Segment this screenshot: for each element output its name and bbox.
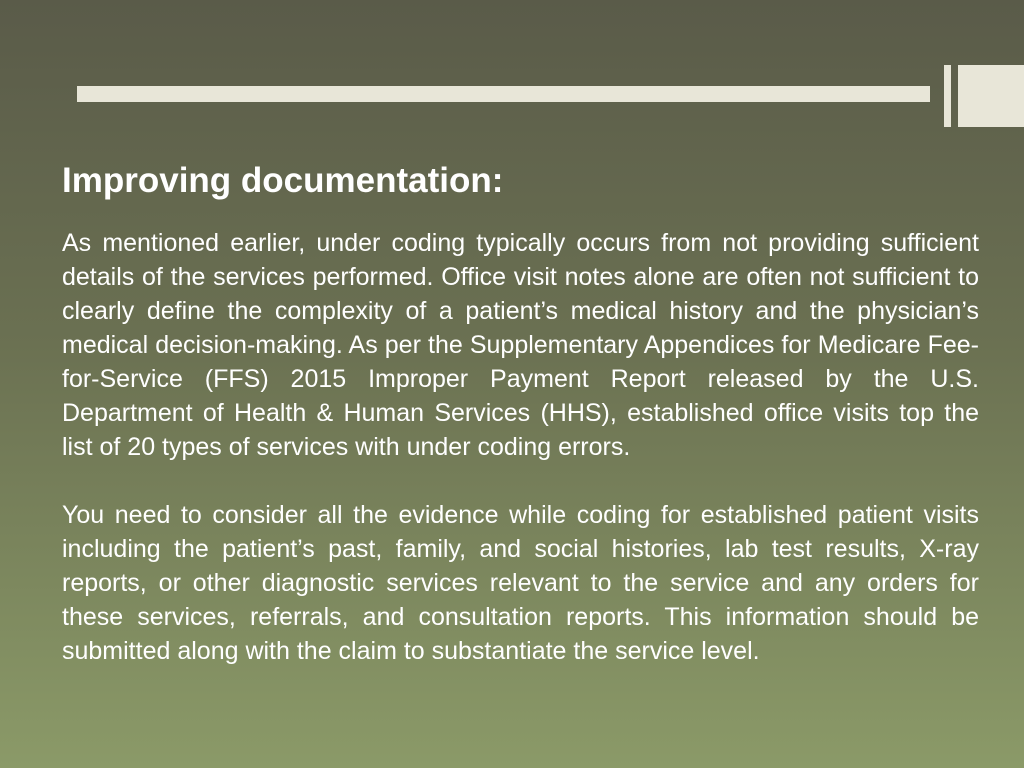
decorative-horizontal-bar bbox=[77, 86, 930, 102]
slide-title: Improving documentation: bbox=[62, 161, 504, 200]
decorative-vertical-bar-thin bbox=[944, 65, 951, 127]
slide-content bbox=[62, 160, 979, 702]
paragraph-2: You need to consider all the evidence while coding for established patient visits including the patient’s past, family, and social histories, lab test results, X-ray reports, or other diagnostic services relevant to the service and any orders for these services, referrals, and consultation reports. This information should be submitted along with the claim to substantiate the service level. bbox=[62, 501, 979, 665]
paragraph-1: As mentioned earlier, under coding typically occurs from not providing sufficient details of the services performed. Office visit notes alone are often not sufficient to clearly define the complexity of a patient’s medical history and the physician’s medical decision-making. As per the Supplementary Appendices for Medicare Fee-for-Service (FFS) 2015 Improper Payment Report released by the U.S. Department of Health & Human Services (HHS), established office visits top the list of 20 types of services with under coding errors. bbox=[62, 229, 979, 461]
decorative-vertical-bar-thick bbox=[958, 65, 1024, 127]
